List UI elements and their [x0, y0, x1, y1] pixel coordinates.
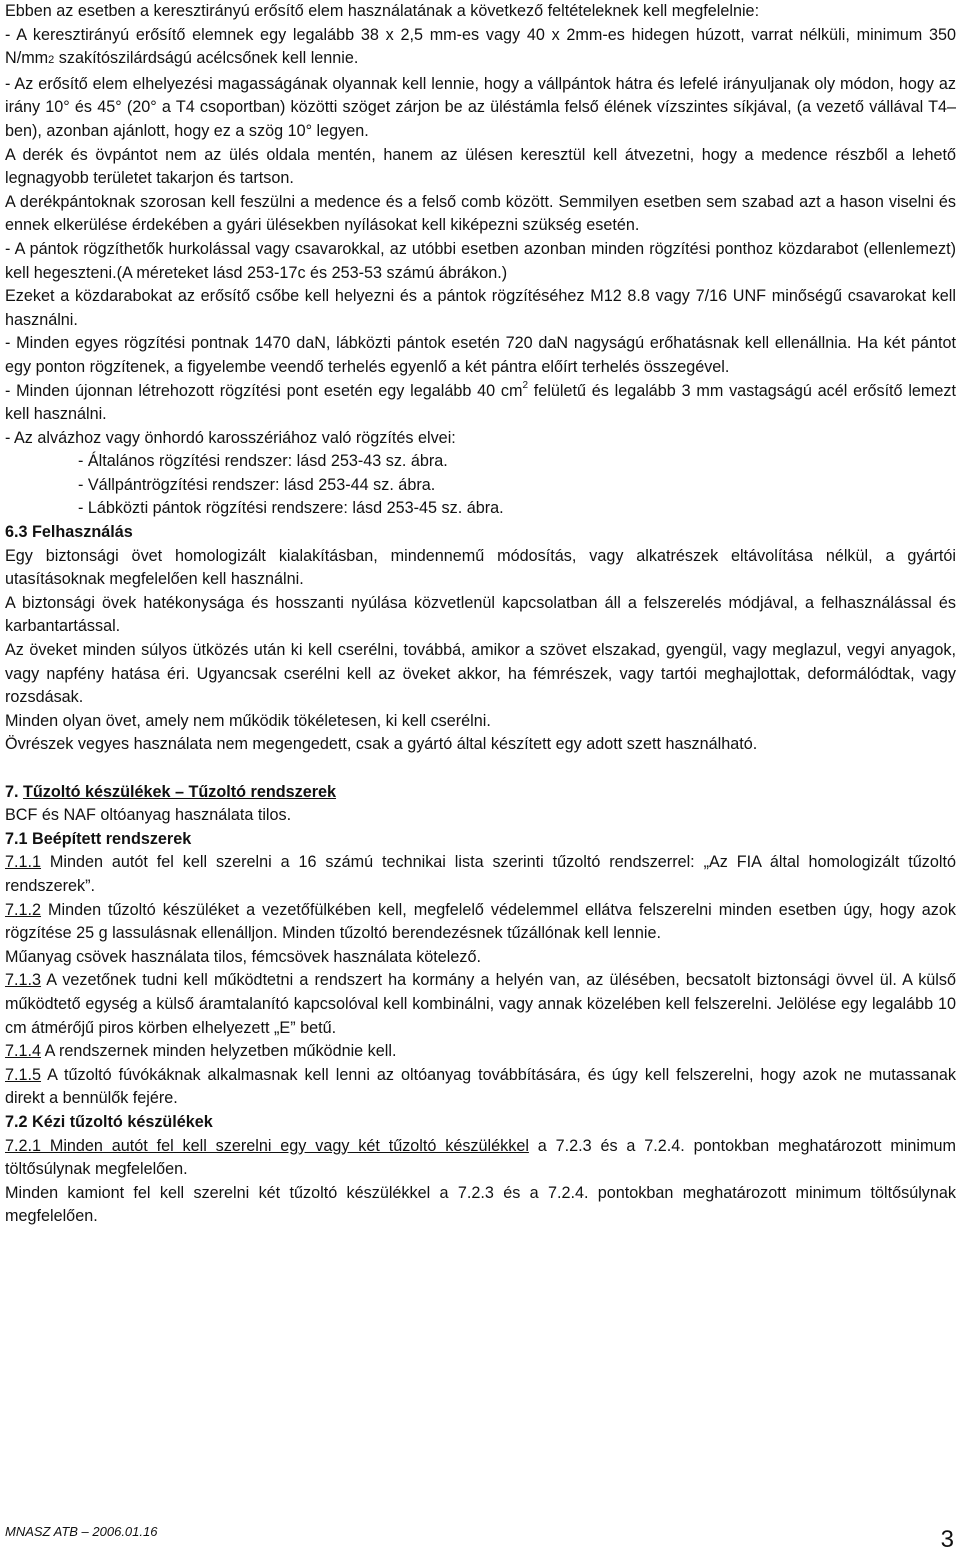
paragraph — [5, 1040, 956, 1064]
text-run: szakítószilárdságú acélcsőnek kell lennie. — [54, 49, 359, 68]
clause-text-underlined: 7.2.1 Minden autót fel kell szerelni egy vagy két tűzoltó készülékkel — [5, 1136, 529, 1155]
text-run: - Minden újonnan létrehozott rögzítési pont esetén egy legalább 40 cm — [5, 381, 523, 400]
paragraph: Övrészek vegyes használata nem megengedett, csak a gyártó által készített egy adott szett használható. — [5, 735, 758, 754]
clause-number: 7.1.3 — [5, 971, 42, 990]
paragraph — [5, 969, 956, 1040]
paragraph — [5, 1135, 956, 1182]
paragraph: Ezeket a közdarabokat az erősítő csőbe kell helyezni és a pántok rögzítéséhez M12 8.8 vagy 7/16 UNF minőségű csavarokat kell használni. — [5, 287, 956, 329]
chapter-title: Tűzoltó készülékek – Tűzoltó rendszerek — [23, 782, 337, 801]
text-run: Minden tűzoltó készüléket a vezetőfülkében kell, megfelelő védelemmel ellátva felszerelni minden esetben úgy, hogy azok rögzítése 25 g lassulásnak ellenálljon. Minden tűzoltó berendezésnek tűzállónak kell lennie. — [5, 900, 956, 943]
list-item: - Általános rögzítési rendszer: lásd 253-43 sz. ábra. — [78, 452, 448, 471]
text-run: A vezetőnek tudni kell működtetni a rendszert ha kormány a helyén van, az ülésében, becsatolt biztonsági övvel ül. A külső működtető egység a külső áramtalanító kapcsolóval kell kombinálni, vagy annak közelében kell felszerelni. Jelölése egy legalább 10 cm átmérőjű piros körben elhelyezett „E” betű. — [5, 971, 956, 1037]
paragraph — [5, 851, 956, 898]
chapter-number: 7. — [5, 782, 23, 801]
paragraph: A biztonsági övek hatékonysága és hosszanti nyúlása közvetlenül kapcsolatban áll a felszerelés módjával, a felhasználással és karbantartással. — [5, 593, 956, 636]
paragraph: Ebben az esetben a keresztirányú erősítő elem használatának a következő feltételeknek kell megfelelnie: — [5, 2, 760, 20]
text-run: A tűzoltó fúvókáknak alkalmasnak kell lenni az oltóanyag továbbítására, és úgy kell felszerelni, hogy azok ne mutassanak direkt a bennülők fejére. — [5, 1065, 956, 1108]
text-run: felületű és legalább 3 mm vastagságú acél erősítő lemezt kell használni. — [5, 381, 956, 424]
paragraph: Műanyag csövek használata tilos, fémcsövek használata kötelező. — [5, 947, 481, 966]
document-body — [5, 0, 956, 1229]
paragraph: A derék és övpántot nem az ülés oldala mentén, hanem az ülésen keresztül kell átvezetni, hogy a medence részből a lehető legnagyobb területet takarjon és tartson. — [5, 145, 956, 188]
paragraph: Az öveket minden súlyos ütközés után ki kell cserélni, továbbá, amikor a szövet elszakad, gyengül, vagy meglazul, vegyi anyagok, vagy napfény hatása éri. Ugyancsak cserélni kell az öveket akkor, ha fémrészek, vagy tartói meghajlottak, deformálódtak, vagy rozsdásak. — [5, 641, 956, 707]
page-footer — [5, 1524, 956, 1539]
text-run: A rendszernek minden helyzetben működnie kell. — [41, 1042, 397, 1061]
spacer — [5, 757, 956, 781]
paragraph: BCF és NAF oltóanyag használata tilos. — [5, 806, 292, 825]
paragraph — [5, 380, 956, 427]
paragraph: - A pántok rögzíthetők hurkolással vagy csavarokkal, az utóbbi esetben azonban minden rögzítési ponthoz közdarabot (ellenlemezt) kell hegeszteni.(A méreteket lásd 253-17c és 253-53 számú ábrákon.) — [5, 239, 956, 282]
text-run: Minden autót fel kell szerelni a 16 számú technikai lista szerinti tűzoltó rendszerrel: „Az FIA által homologizált tűzoltó rendszerek”. — [5, 853, 956, 895]
text-run: a 7.2.3 és a 7.2.4. pontokban meghatározott minimum töltősúlynak megfelelően. — [5, 1136, 956, 1179]
paragraph — [5, 24, 956, 73]
text-run: - A keresztirányú erősítő elemnek egy legalább 38 x 2,5 mm-es vagy 40 x 2mm-es hidegen húzott, varrat nélküli, minimum 350 N/mm — [5, 25, 956, 68]
unit-superscript: 2 — [48, 54, 55, 67]
paragraph: Minden kamiont fel kell szerelni két tűzoltó készülékkel a 7.2.3 és a 7.2.4. pontokban meghatározott minimum töltősúlynak megfelelően. — [5, 1183, 956, 1226]
section-heading: 7.2 Kézi tűzoltó készülékek — [5, 1112, 213, 1131]
clause-number: 7.1.4 — [5, 1042, 42, 1061]
list-item: - Vállpántrögzítési rendszer: lásd 253-44 sz. ábra. — [78, 475, 436, 494]
footer-document-id: MNASZ ATB – 2006.01.16 — [5, 1524, 158, 1539]
clause-number: 7.1.5 — [5, 1065, 42, 1084]
paragraph: A derékpántoknak szorosan kell feszülni a medence és a felső comb között. Semmilyen esetben sem szabad azt a hason viselni és ennek elkerülése érdekében a gyári ülésekben nyílásokat kell kiképezni szükség esetén. — [5, 192, 956, 235]
paragraph — [5, 899, 956, 946]
paragraph — [5, 1064, 956, 1111]
section-heading: 6.3 Felhasználás — [5, 523, 133, 542]
unit-superscript: 2 — [522, 379, 529, 391]
paragraph: Minden olyan övet, amely nem működik tökéletesen, ki kell cserélni. — [5, 711, 491, 730]
paragraph: - Az alvázhoz vagy önhordó karosszériához való rögzítés elvei: — [5, 428, 456, 447]
paragraph: - Minden egyes rögzítési pontnak 1470 daN, lábközti pántok esetén 720 daN nagyságú erőhatásnak kell ellenállnia. Ha két pántot egy ponton rögzítenek, a figyelembe veendő terhelés egyenlő a két pántra előírt terhelés összegével. — [5, 334, 956, 376]
clause-number: 7.1.2 — [5, 900, 42, 919]
paragraph: Egy biztonsági övet homologizált kialakításban, mindennemű módosítás, vagy alkatrészek eltávolítása nélkül, a gyártói utasításoknak megfelelően kell használni. — [5, 546, 956, 589]
page-number: 3 — [940, 1526, 954, 1553]
list-item: - Lábközti pántok rögzítési rendszere: lásd 253-45 sz. ábra. — [78, 499, 504, 518]
paragraph: - Az erősítő elem elhelyezési magasságának olyannak kell lennie, hogy a vállpántok hátra és lefelé irányuljanak oly módon, hogy az irány 10° és 45° (20° a T4 csoportban) közötti szöget zárjon be az üléstámla felső élének vízszintes síkjával, (a vezető vállával T4–ben), azonban ajánlott, hogy ez a szög 10° legyen. — [5, 74, 956, 140]
section-heading: 7.1 Beépített rendszerek — [5, 829, 192, 848]
chapter-heading — [5, 781, 956, 805]
clause-number: 7.1.1 — [5, 853, 42, 872]
